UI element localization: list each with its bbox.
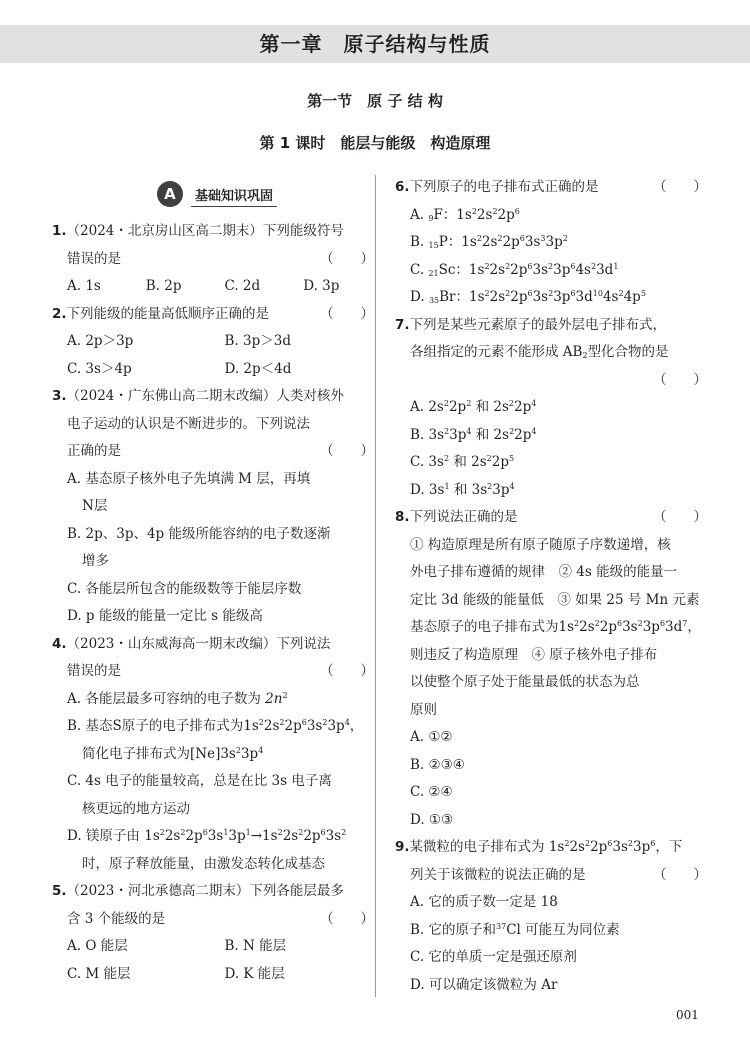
question-stem: 错误的是	[67, 663, 121, 679]
answer-parentheses: （ ）	[653, 509, 707, 525]
options-row	[52, 961, 382, 989]
option: D. 可以确定该微粒为 Ar	[410, 976, 558, 993]
options-row	[52, 356, 382, 384]
option: D. $3s^1$ 和 $3s^23p^4$	[410, 481, 515, 498]
question-3	[52, 383, 382, 411]
badge-letter: A	[157, 181, 183, 207]
section-badge	[52, 174, 382, 214]
question-8	[395, 504, 715, 532]
question-stem-line	[52, 438, 382, 466]
answer-parentheses: （ ）	[653, 866, 707, 883]
option: D. $_{35}$Br：$1s^22s^22p^63s^23p^63d^{10}4s^24p^5$	[410, 289, 646, 305]
question-stem-line	[52, 658, 382, 686]
option-letter: B.	[410, 234, 425, 250]
question-number: 5.	[52, 883, 67, 899]
question-stem: 含 3 个能级的是	[67, 910, 166, 927]
question-stem: 正确的是	[67, 443, 121, 459]
option: C. ②④	[410, 784, 453, 800]
option-text: Cl 可能互为同位素	[506, 921, 620, 938]
question-number: 7.	[395, 316, 410, 333]
option: B. 基态S原子的电子排布式为$1s^22s^22p^63s^23p^4$，	[67, 718, 364, 734]
question-stem-line: 各组指定的元素不能形成 $AB_2$型化合物的是	[410, 344, 669, 360]
option: A. 它的质子数一定是 18	[410, 894, 558, 910]
option: B. ②③④	[410, 756, 465, 773]
question-number: 1.	[52, 223, 67, 239]
option: B. 2p、3p、4p 能级所能容纳的电子数逐渐	[67, 525, 331, 542]
option: B. $3s^23p^4$ 和 $2s^22p^4$	[410, 426, 537, 443]
question-9: 9.某微粒的电子排布式为 $1s^22s^22p^63s^23p^6$，下	[395, 839, 683, 855]
statement-line: 基态原子的电子排布式为$1s^22s^22p^63s^23p^63d^7$，	[410, 619, 701, 635]
option: A. $_9$F：$1s^22s^22p^6$	[410, 206, 520, 223]
option: D. 2p＜4d	[224, 360, 292, 377]
question-stem-line	[395, 862, 715, 890]
option: C. 4s 电子的能量较高，总是在比 3s 电子离	[67, 773, 332, 789]
statement-line: 原则	[410, 701, 437, 718]
statement-line: 则违反了构造原理 ④ 原子核外电子排布	[410, 646, 658, 663]
options-row	[52, 273, 382, 301]
answer-parentheses: （ ）	[320, 663, 374, 679]
question-number: 6.	[395, 179, 410, 195]
option: D. ①③	[410, 811, 454, 828]
option-letter: D.	[410, 481, 425, 498]
question-stem: 某微粒的电子排布式为	[409, 839, 545, 855]
option: A. 基态原子核外电子先填满 M 层，再填	[67, 470, 311, 487]
option: B. N 能层	[224, 938, 287, 954]
option-continued: 核更远的地方运动	[82, 800, 190, 817]
option: D. 镁原子由 $1s^22s^22p^63s^13p^1\to 1s^22s^22p^63s^2$	[67, 828, 347, 844]
question-stem: 下列说法正确的是	[409, 509, 518, 525]
question-6	[395, 174, 715, 202]
question-stem: 下列能级的能量高低顺序正确的是	[66, 305, 270, 322]
question-stem: 下列说法	[276, 635, 331, 652]
question-source: （2024・北京房山区高二期末）	[66, 223, 263, 239]
option: A. O 能层	[67, 938, 128, 954]
answer-parentheses: （ ）	[653, 179, 707, 195]
option: D. p 能级的能量一定比 s 能级高	[67, 608, 263, 624]
option: D. 3p	[303, 278, 340, 294]
answer-parentheses: （ ）	[320, 250, 374, 267]
option: B. 3p＞3d	[224, 333, 291, 349]
option-text: B. 它的原子和	[410, 921, 497, 938]
statement-line: 定比 3d 能级的能量低 ③ 如果 25 号 Mn 元素	[410, 591, 700, 608]
question-stem: 型化合物的是	[587, 344, 669, 360]
section-title: 第一节 原 子 结 构	[307, 92, 443, 110]
answer-parentheses: （ ）	[320, 305, 374, 322]
option-letter: D.	[410, 289, 425, 305]
statement-text: 基态原子的电子排布式为	[410, 619, 559, 635]
right-column	[395, 174, 715, 999]
option-continued: N层	[82, 498, 108, 514]
option: C. 各能层所包含的能级数等于能层序数	[67, 580, 302, 597]
option-letter: C.	[410, 261, 425, 278]
question-number: 9.	[395, 839, 410, 855]
chapter-title: 第一章 原子结构与性质	[0, 25, 750, 63]
option-continued: 时，原子释放能量，由激发态转化成基态	[82, 855, 325, 872]
option: D. K 能层	[224, 965, 285, 982]
question-stem-line	[52, 246, 382, 274]
option-continued: 简化电子排布式为$[Ne]3s^23p^4$	[82, 745, 264, 762]
question-stem-line: 电子运动的认识是不断进步的。下列说法	[67, 415, 310, 432]
answer-parentheses: （ ）	[320, 910, 374, 927]
option-text: D. 镁原子由	[67, 828, 140, 844]
question-stem: 下列能级符号	[262, 223, 344, 239]
question-number: 3.	[52, 388, 67, 404]
option: C. $_{21}$Sc：$1s^22s^22p^63s^23p^64s^23d^1$	[410, 261, 619, 278]
option-text: B. 基态S原子的电子排布式为	[67, 718, 244, 734]
option: A. 2p＞3p	[67, 333, 134, 349]
statement-line: 外电子排布遵循的规律 ② 4s 能级的能量一	[410, 564, 678, 580]
question-5	[52, 878, 382, 906]
question-stem: 下列原子的电子排布式正确的是	[409, 179, 599, 195]
lesson-title: 第 1 课时 能层与能级 构造原理	[259, 134, 491, 152]
option-letter: B.	[410, 426, 425, 443]
option-continued: 增多	[82, 553, 109, 569]
option: C. 3s＞4p	[67, 360, 132, 377]
option-text: A. 各能层最多可容纳的电子数为	[67, 690, 261, 707]
question-source: （2023・河北承德高二期末）	[66, 883, 250, 899]
question-4	[52, 631, 382, 659]
question-stem: 各组指定的元素不能形成 AB	[410, 344, 583, 360]
question-stem-line	[395, 367, 715, 395]
statement-line: 以使整个原子处于能量最低的状态为总	[410, 674, 640, 690]
question-source: （2023・山东威海高一期末改编）	[66, 635, 277, 652]
question-number: 4.	[52, 635, 67, 652]
badge-label: 基础知识巩固	[191, 185, 277, 204]
option: C. 它的单质一定是强还原剂	[410, 949, 577, 965]
option: C. M 能层	[67, 965, 131, 982]
answer-parentheses: （ ）	[653, 371, 707, 388]
question-stem: 下列各能层最多	[249, 883, 344, 899]
question-stem: 下列是某些元素原子的最外层电子排布式，	[409, 316, 667, 333]
option-letter: A.	[410, 206, 425, 223]
left-column	[52, 174, 382, 988]
question-stem: 错误的是	[67, 250, 121, 267]
question-source: （2024・广东佛山高二期末改编）	[66, 388, 277, 404]
option-text: 简化电子排布式为	[82, 745, 190, 762]
question-1	[52, 218, 382, 246]
option: A. $2s^22p^2$ 和 $2s^22p^4$	[410, 399, 537, 415]
question-stem-line	[52, 906, 382, 934]
options-row	[52, 328, 382, 356]
option: A. ①②	[410, 729, 453, 745]
question-number: 2.	[52, 305, 67, 322]
question-7	[395, 312, 715, 340]
answer-parentheses: （ ）	[320, 443, 374, 459]
option: B. 2p	[145, 278, 182, 294]
page-number: 001	[676, 1008, 699, 1022]
option: C. 2d	[224, 278, 261, 294]
options-row	[52, 933, 382, 961]
option: B. 它的原子和$^{37}$Cl 可能互为同位素	[410, 921, 620, 938]
question-number: 8.	[395, 509, 410, 525]
option: C. $3s^2$ 和 $2s^22p^5$	[410, 454, 515, 470]
question-2	[52, 301, 382, 329]
option: A. 各能层最多可容纳的电子数为 $2n^2$	[67, 690, 288, 707]
question-stem: 列关于该微粒的说法正确的是	[410, 866, 586, 883]
question-stem: 人类对核外	[276, 388, 344, 404]
option-letter: A.	[410, 399, 425, 415]
statement-line: ① 构造原理是所有原子随原子序数递增，核	[410, 536, 671, 553]
option: B. $_{15}$P：$1s^22s^22p^63s^33p^2$	[410, 234, 568, 250]
option: A. 1s	[67, 278, 101, 294]
option-letter: C.	[410, 454, 425, 470]
